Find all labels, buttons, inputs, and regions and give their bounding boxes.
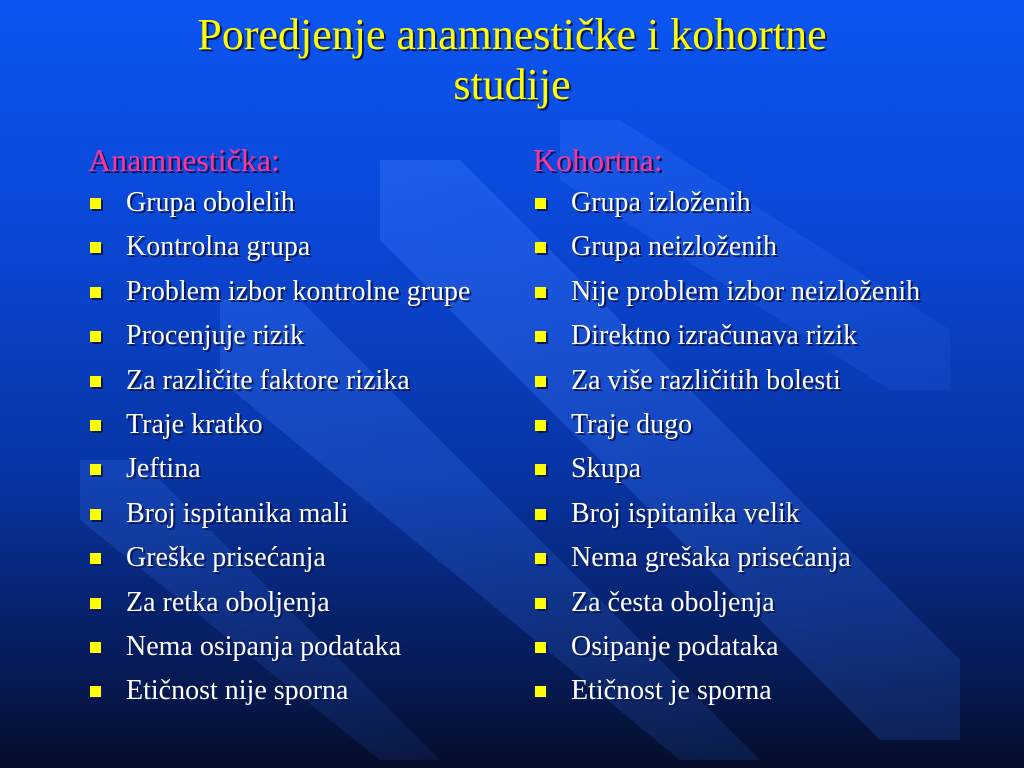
list-item <box>533 273 973 311</box>
square-bullet-icon <box>90 598 101 609</box>
list-item-text: Procenjuje rizik <box>126 320 305 352</box>
list-item-text: Greške prisećanja <box>126 542 326 574</box>
list-item <box>533 362 973 400</box>
list-item <box>533 539 973 577</box>
list-item <box>88 273 498 311</box>
list-item-text: Traje kratko <box>126 408 263 440</box>
list-item-text: Za različite faktore rizika <box>126 364 410 396</box>
square-bullet-icon <box>535 376 546 387</box>
list-item <box>533 495 973 533</box>
list-item-text: Etičnost nije sporna <box>126 675 349 707</box>
square-bullet-icon <box>535 242 546 253</box>
list-item-text: Za retka oboljenja <box>126 586 330 618</box>
square-bullet-icon <box>90 686 101 697</box>
list-item <box>533 584 973 622</box>
list-item-text: Za više različitih bolesti <box>571 364 841 396</box>
left-bullet-list <box>88 184 498 710</box>
list-item-text: Etičnost je sporna <box>571 675 772 707</box>
square-bullet-icon <box>535 598 546 609</box>
list-item <box>88 628 498 666</box>
list-item-text: Skupa <box>571 453 641 485</box>
square-bullet-icon <box>90 331 101 342</box>
square-bullet-icon <box>535 420 546 431</box>
slide-title-line2: studije <box>453 60 571 109</box>
square-bullet-icon <box>90 242 101 253</box>
square-bullet-icon <box>90 464 101 475</box>
list-item <box>533 317 973 355</box>
right-column-heading: Kohortna: <box>533 142 663 178</box>
list-item-text: Broj ispitanika velik <box>571 497 800 529</box>
list-item-text: Za česta oboljenja <box>571 586 775 618</box>
list-item-text: Grupa izloženih <box>571 187 751 218</box>
square-bullet-icon <box>535 553 546 564</box>
list-item-text: Direktno izračunava rizik <box>571 320 858 352</box>
square-bullet-icon <box>90 198 101 209</box>
square-bullet-icon <box>535 464 546 475</box>
square-bullet-icon <box>90 420 101 431</box>
list-item <box>88 184 498 222</box>
square-bullet-icon <box>535 509 546 520</box>
list-item <box>88 584 498 622</box>
square-bullet-icon <box>90 287 101 298</box>
list-item <box>533 184 973 222</box>
list-item-text: Grupa neizloženih <box>571 231 778 263</box>
list-item-text: Traje dugo <box>571 408 693 440</box>
right-bullet-list <box>533 184 973 710</box>
slide-title-line1: Poredjenje anamnestičke i kohortne <box>197 10 827 59</box>
list-item <box>88 450 498 488</box>
list-item <box>533 628 973 666</box>
square-bullet-icon <box>535 331 546 342</box>
list-item-text: Nije problem izbor neizloženih <box>571 275 921 307</box>
left-column-heading: Anamnestička: <box>88 142 280 178</box>
list-item <box>533 406 973 444</box>
square-bullet-icon <box>535 287 546 298</box>
list-item-text: Grupa obolelih <box>126 187 295 218</box>
square-bullet-icon <box>90 376 101 387</box>
list-item <box>88 362 498 400</box>
square-bullet-icon <box>90 553 101 564</box>
list-item-text: Nema grešaka prisećanja <box>571 542 851 574</box>
list-item-text: Jeftina <box>126 453 201 485</box>
list-item <box>533 228 973 266</box>
square-bullet-icon <box>535 686 546 697</box>
list-item <box>88 672 498 710</box>
square-bullet-icon <box>90 642 101 653</box>
left-column <box>88 140 498 717</box>
square-bullet-icon <box>535 198 546 209</box>
right-column <box>533 140 973 717</box>
square-bullet-icon <box>535 642 546 653</box>
list-item <box>88 228 498 266</box>
list-item-text: Nema osipanja podataka <box>126 630 402 662</box>
list-item <box>533 450 973 488</box>
list-item <box>88 539 498 577</box>
square-bullet-icon <box>90 509 101 520</box>
list-item <box>88 406 498 444</box>
slide-title <box>0 10 1024 110</box>
list-item <box>88 495 498 533</box>
list-item <box>533 672 973 710</box>
list-item-text: Kontrolna grupa <box>126 231 311 263</box>
list-item-text: Osipanje podataka <box>571 630 779 662</box>
list-item <box>88 317 498 355</box>
list-item-text: Problem izbor kontrolne grupe <box>126 275 471 307</box>
list-item-text: Broj ispitanika mali <box>126 497 349 529</box>
